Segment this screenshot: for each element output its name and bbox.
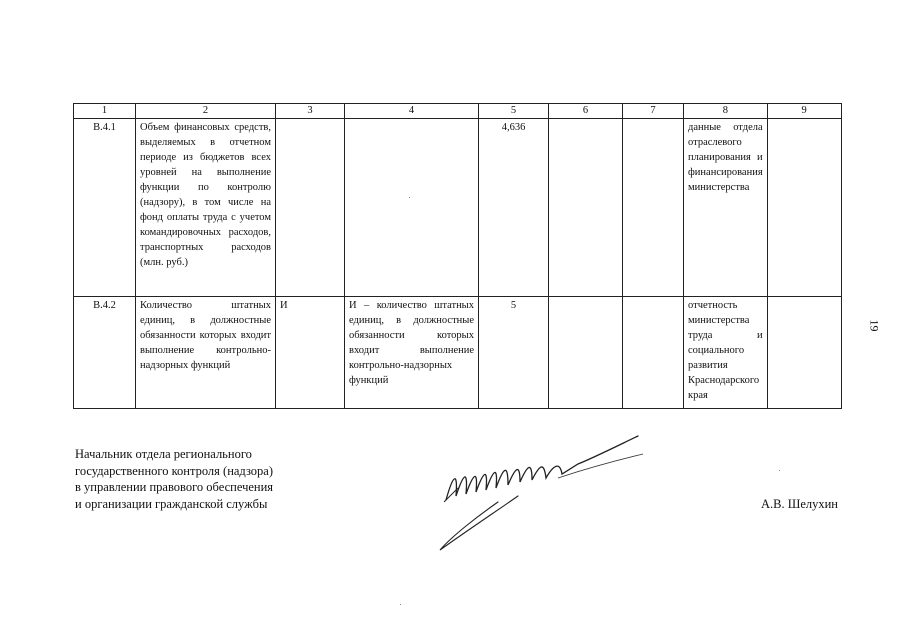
header-cell: 4	[345, 104, 479, 119]
indicator-formula	[345, 119, 479, 297]
scan-speck	[400, 604, 401, 605]
table-row	[74, 297, 842, 409]
signatory-name: А.В. Шелухин	[760, 497, 838, 511]
indicator-code: В.4.2	[74, 297, 136, 409]
indicator-formula: И – количество штатных единиц, в должностные обязанности которых входит выполнение контрольно-надзорных функций	[345, 297, 479, 409]
header-row	[74, 104, 842, 119]
indicator-name: Количество штатных единиц, в должностные обязанности которых входит выполнение контрольно-надзорных функций	[136, 297, 276, 409]
indicator-code: В.4.1	[74, 119, 136, 297]
table-row	[74, 119, 842, 297]
page-number: 19	[867, 319, 882, 332]
indicator-value: 4,636	[479, 119, 549, 297]
position-line: и организации гражданской службы	[75, 496, 268, 511]
signatory-position	[75, 446, 273, 512]
indicators-table	[73, 103, 842, 409]
table-cell	[767, 297, 841, 409]
position-line: в управлении правового обеспечения	[75, 480, 274, 494]
indicator-name: Объем финансовых средств, выделяемых в отчетном периоде из бюджетов всех уровней на выполнение функции по контролю (надзору), в том числе на фонд оплаты труда с учетом командировочных расходов, транспортных расходов (млн. руб.)	[136, 119, 276, 297]
indicator-symbol	[276, 119, 345, 297]
header-cell: 1	[74, 104, 136, 119]
table-cell	[623, 119, 684, 297]
indicator-symbol: И	[276, 297, 345, 409]
scan-speck	[779, 470, 780, 471]
position-line: государственного контроля (надзора)	[75, 463, 274, 478]
indicator-source: данные отдела отраслевого планирования и финансирования министерства	[684, 119, 768, 297]
indicator-value: 5	[479, 297, 549, 409]
table-cell	[767, 119, 841, 297]
header-cell: 5	[479, 104, 549, 119]
handwritten-signature	[428, 430, 658, 560]
header-cell: 6	[549, 104, 623, 119]
header-cell: 3	[276, 104, 345, 119]
table-cell	[549, 119, 623, 297]
table-cell	[623, 297, 684, 409]
position-line: Начальник отдела регионального	[75, 447, 252, 461]
scan-speck	[409, 197, 410, 198]
header-cell: 8	[684, 104, 768, 119]
header-cell: 2	[136, 104, 276, 119]
header-cell: 9	[767, 104, 841, 119]
table-cell	[549, 297, 623, 409]
header-cell: 7	[623, 104, 684, 119]
indicator-source: отчетность министерства труда и социального развития Краснодарского края	[684, 297, 768, 409]
